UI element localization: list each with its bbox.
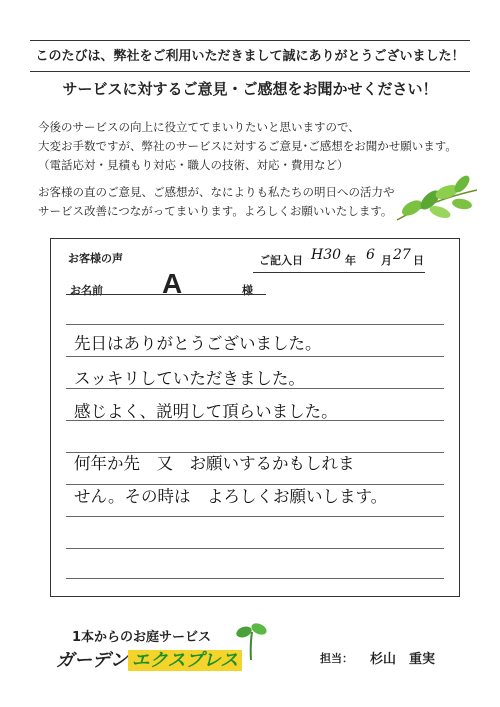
comment-line: スッキリしていただきました。 — [74, 369, 305, 388]
intro-line: 大変お手数ですが、弊社のサービスに対するご意見･ご感想をお聞かせ願います。 — [38, 139, 457, 153]
comment-line: 先日はありがとうございました。 — [74, 334, 322, 353]
intro-paragraph — [38, 118, 457, 175]
survey-title: サービスに対するご意見・ご感想をお聞かせください！ — [62, 80, 438, 98]
brand-main: ガーデン — [56, 650, 128, 671]
comment-line: 何年か先 又 お願いするかもしれま — [74, 454, 355, 473]
date-day: 27 — [393, 247, 411, 263]
rep-label: 担当： — [320, 652, 353, 665]
leaves-icon — [392, 170, 482, 230]
name-label: お名前 — [70, 284, 103, 297]
company-tagline: 1本からのお庭サービス — [72, 630, 212, 645]
date-month: 6 — [366, 247, 375, 263]
ruled-line — [66, 324, 444, 325]
date-year-label: 年 — [345, 254, 356, 267]
date-day-label: 日 — [413, 254, 424, 267]
intro-line: 今後のサービスの向上に役立ててまいりたいと思いますので、 — [38, 120, 360, 134]
thanks-text: このたびは、弊社をご利用いただきまして誠にありがとうございました！ — [35, 49, 465, 64]
intro-line: サービス改善につながってまいります。よろしくお願いいたします。 — [38, 204, 393, 218]
date-field — [253, 247, 425, 273]
date-label: ご記入日 — [259, 254, 303, 267]
ruled-line — [66, 356, 444, 357]
sprout-icon — [226, 620, 276, 660]
rep-name: 杉山 重実 — [370, 652, 436, 667]
intro-paragraph-2 — [38, 183, 395, 221]
customer-name: A — [162, 268, 183, 299]
ruled-line — [66, 578, 444, 579]
brand-accent: エクスプレス — [128, 650, 243, 671]
comment-line: せん。その時は よろしくお願いします。 — [74, 487, 388, 506]
header-banner — [30, 40, 470, 72]
ruled-line — [66, 516, 444, 517]
comment-line: 感じよく、説明して頂らいました。 — [74, 402, 338, 421]
name-suffix: 様 — [242, 284, 253, 297]
intro-line: （電話応対・見積もり対応・職人の技術、対応・費用など） — [38, 158, 349, 172]
brand-logo — [56, 646, 242, 672]
date-era: H30 — [311, 247, 342, 263]
name-underline — [66, 294, 266, 295]
ruled-line — [66, 548, 444, 549]
intro-line: お客様の直のご意見、ご感想が、なによりも私たちの明日への活力や — [38, 185, 395, 199]
date-month-label: 月 — [381, 254, 392, 267]
voice-label: お客様の声 — [68, 252, 123, 265]
